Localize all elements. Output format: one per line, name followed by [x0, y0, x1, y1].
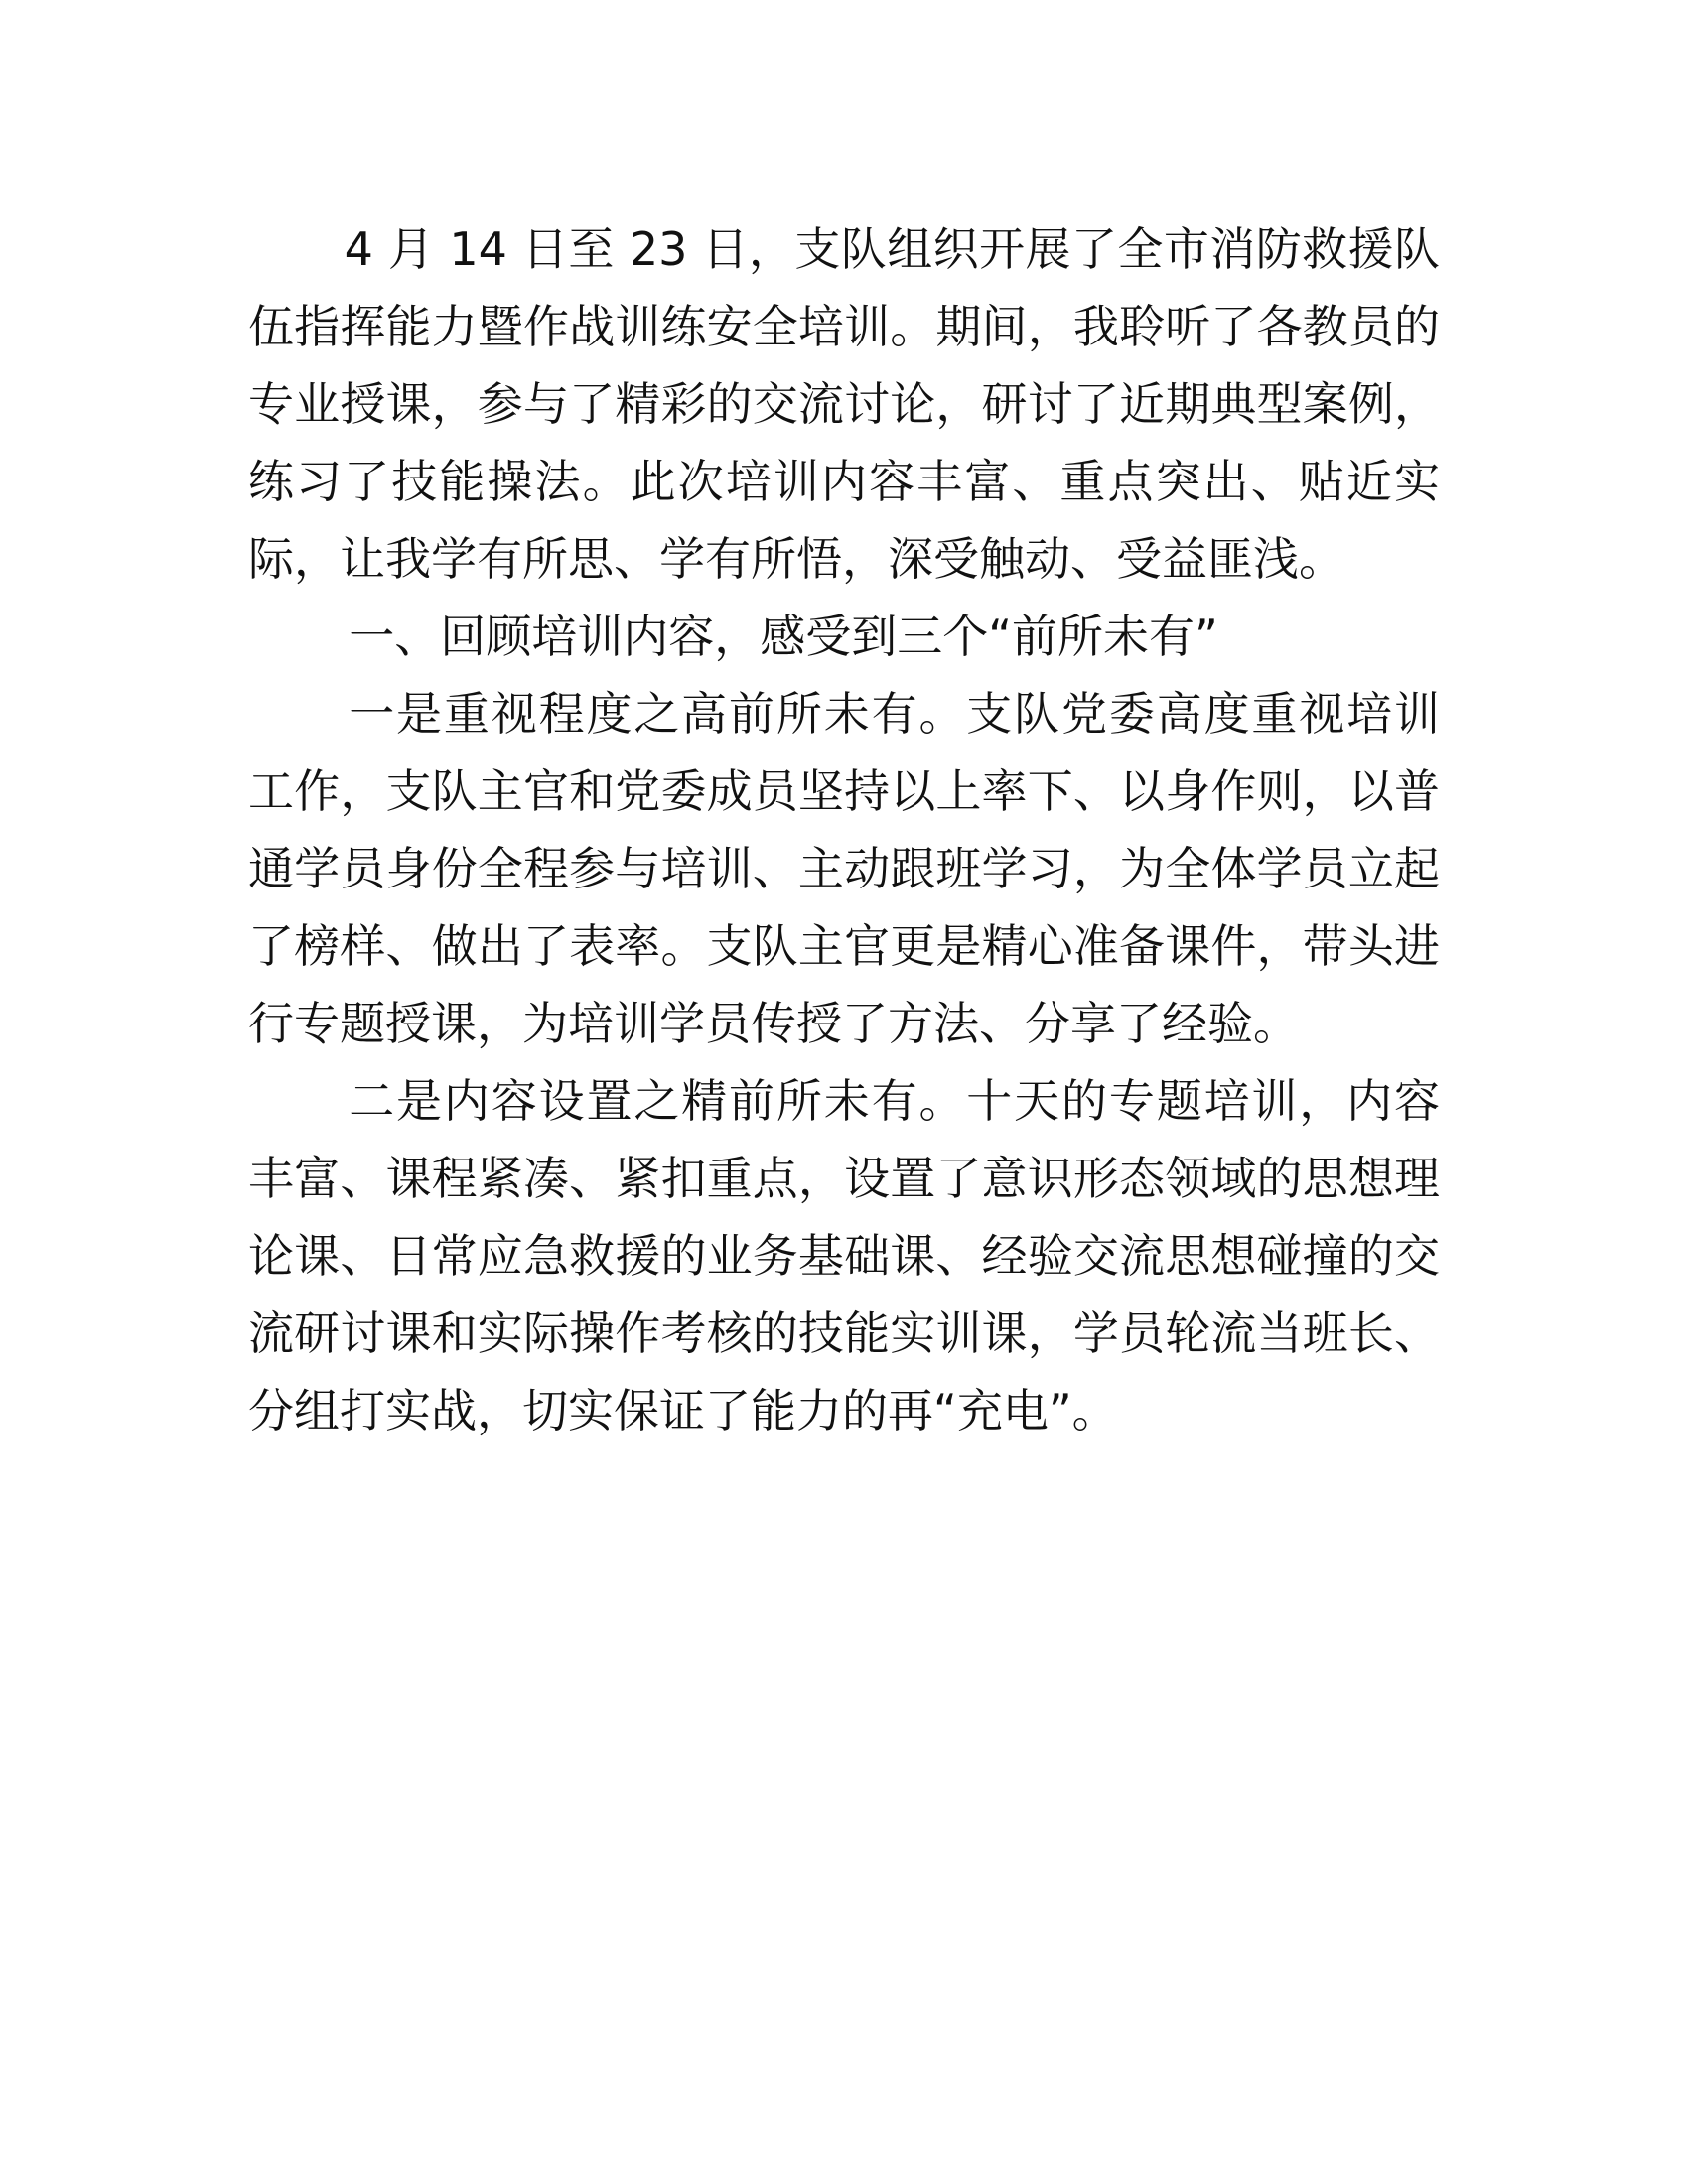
document-body [248, 210, 1440, 1449]
section-heading: 一、回顾培训内容，感受到三个“前所未有” [349, 610, 1218, 663]
paragraph-point-two: 二是内容设置之精前所未有。十天的专题培训，内容丰富、课程紧凑、紧扣重点，设置了意识形态领域的思想理论课、日常应急救援的业务基础课、经验交流思想碰撞的交流研讨课和实际操作考核的技能实训课，学员轮流当班长、分组打实战，切实保证了能力的再“充电”。 [248, 1074, 1440, 1437]
paragraph-point-one: 一是重视程度之高前所未有。支队党委高度重视培训工作，支队主官和党委成员坚持以上率下、以身作则，以普通学员身份全程参与培训、主动跟班学习，为全体学员立起了榜样、做出了表率。支队主官更是精心准备课件，带头进行专题授课，为培训学员传授了方法、分享了经验。 [248, 687, 1440, 1050]
paragraph-intro: 4 月 14 日至 23 日，支队组织开展了全市消防救援队伍指挥能力暨作战训练安全培训。期间，我聆听了各教员的专业授课，参与了精彩的交流讨论，研讨了近期典型案例，练习了技能操法。此次培训内容丰富、重点突出、贴近实际，让我学有所思、学有所悟，深受触动、受益匪浅。 [248, 222, 1440, 586]
